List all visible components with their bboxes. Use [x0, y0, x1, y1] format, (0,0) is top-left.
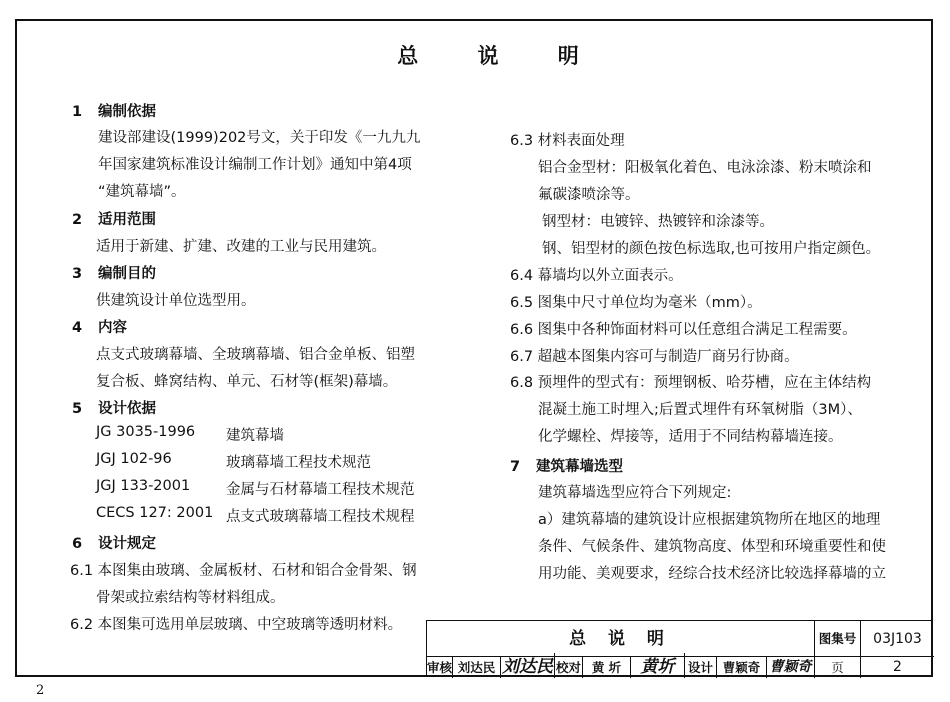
section-5-heading: 5 设计依据: [72, 401, 156, 417]
standard-code: JGJ 102-96: [96, 451, 172, 467]
right-column: [480, 0, 930, 620]
standard-name: 金属与石材幕墙工程技术规范: [226, 482, 415, 498]
title-block-title: 总 说 明: [427, 621, 815, 657]
title-block: [426, 620, 933, 677]
standard-code: JGJ 133-2001: [96, 478, 191, 494]
standard-name: 建筑幕墙: [226, 428, 284, 444]
section-6-8-text: 混凝土施工时埋入;后置式埋件有环氧树脂（3M）、: [538, 402, 862, 418]
standard-name: 玻璃幕墙工程技术规范: [226, 455, 371, 471]
section-7-text: 条件、气候条件、建筑物高度、体型和环境重要性和使: [538, 539, 886, 555]
section-4-text: 点支式玻璃幕墙、全玻璃幕墙、铝合金单板、铝塑: [96, 347, 415, 363]
section-6-8-text: 6.8 预埋件的型式有：预埋钢板、哈芬槽，应在主体结构: [510, 375, 872, 391]
section-6-heading: 6 设计规定: [72, 536, 156, 552]
section-2-text: 适用于新建、扩建、改建的工业与民用建筑。: [96, 239, 386, 255]
section-2-heading: 2 适用范围: [72, 212, 156, 228]
design-name: 曹颖奇: [717, 657, 767, 678]
section-7-heading: 7 建筑幕墙选型: [510, 459, 623, 475]
section-1-text: 建设部建设(1999)202号文，关于印发《一九九九: [98, 130, 421, 146]
atlas-number-value: 03J103: [861, 621, 934, 657]
section-7-text: 用功能、美观要求，经综合技术经济比较选择幕墙的立: [538, 566, 886, 582]
section-6-7-text: 6.7 超越本图集内容可与制造厂商另行协商。: [510, 349, 799, 365]
section-3-text: 供建筑设计单位选型用。: [96, 293, 256, 309]
review-signature: 刘达民: [501, 653, 555, 678]
atlas-number-label: 图集号: [815, 621, 861, 657]
left-column: [0, 0, 480, 640]
page-value: 2: [893, 659, 902, 675]
page-label: 页: [815, 657, 861, 678]
section-6-1-text: 6.1 本图集由玻璃、金属板材、石材和铝合金骨架、钢: [70, 563, 417, 579]
check-name: 黄 圻: [583, 657, 631, 678]
check-signature: 黄圻: [631, 653, 685, 678]
section-3-heading: 3 编制目的: [72, 266, 156, 282]
section-6-6-text: 6.6 图集中各种饰面材料可以任意组合满足工程需要。: [510, 322, 857, 338]
section-6-3-text: 钢型材：电镀锌、热镀锌和涂漆等。: [542, 214, 774, 230]
design-signature: 曹颖奇: [767, 653, 815, 678]
section-1-text: “建筑幕墙”。: [98, 184, 186, 200]
section-4-heading: 4 内容: [72, 320, 127, 336]
section-4-text: 复合板、蜂窝结构、单元、石材等(框架)幕墙。: [96, 374, 398, 390]
section-6-8-text: 化学螺栓、焊接等，适用于不同结构幕墙连接。: [538, 429, 843, 445]
section-7-text: 建筑幕墙选型应符合下列规定:: [538, 485, 732, 501]
section-6-5-text: 6.5 图集中尺寸单位均为毫米（mm）。: [510, 295, 762, 311]
check-label: 校对: [555, 657, 583, 678]
review-name: 刘达民: [453, 657, 501, 678]
review-label: 审核: [427, 657, 453, 678]
section-7-text: a）建筑幕墙的建筑设计应根据建筑物所在地区的地理: [538, 512, 881, 528]
section-1-heading: 1 编制依据: [72, 104, 156, 120]
standard-code: CECS 127: 2001: [96, 505, 214, 521]
section-6-3-text: 钢、铝型材的颜色按色标选取,也可按用户指定颜色。: [542, 241, 881, 257]
standard-name: 点支式玻璃幕墙工程技术规程: [226, 509, 415, 525]
section-6-1-text: 骨架或拉索结构等材料组成。: [96, 590, 285, 606]
page-number: 2: [36, 683, 45, 698]
standard-code: JG 3035-1996: [96, 424, 196, 440]
section-6-4-text: 6.4 幕墙均以外立面表示。: [510, 268, 683, 284]
design-label: 设计: [685, 657, 717, 678]
section-1-text: 年国家建筑标准设计编制工作计划》通知中第4项: [98, 157, 412, 173]
section-6-3-heading: 6.3 材料表面处理: [510, 133, 625, 149]
section-6-3-text: 氟碳漆喷涂等。: [538, 187, 640, 203]
page-title: 总 说 明: [397, 44, 605, 68]
section-6-2-text: 6.2 本图集可选用单层玻璃、中空玻璃等透明材料。: [70, 617, 403, 633]
section-6-3-text: 铝合金型材：阳极氧化着色、电泳涂漆、粉末喷涂和: [538, 160, 872, 176]
